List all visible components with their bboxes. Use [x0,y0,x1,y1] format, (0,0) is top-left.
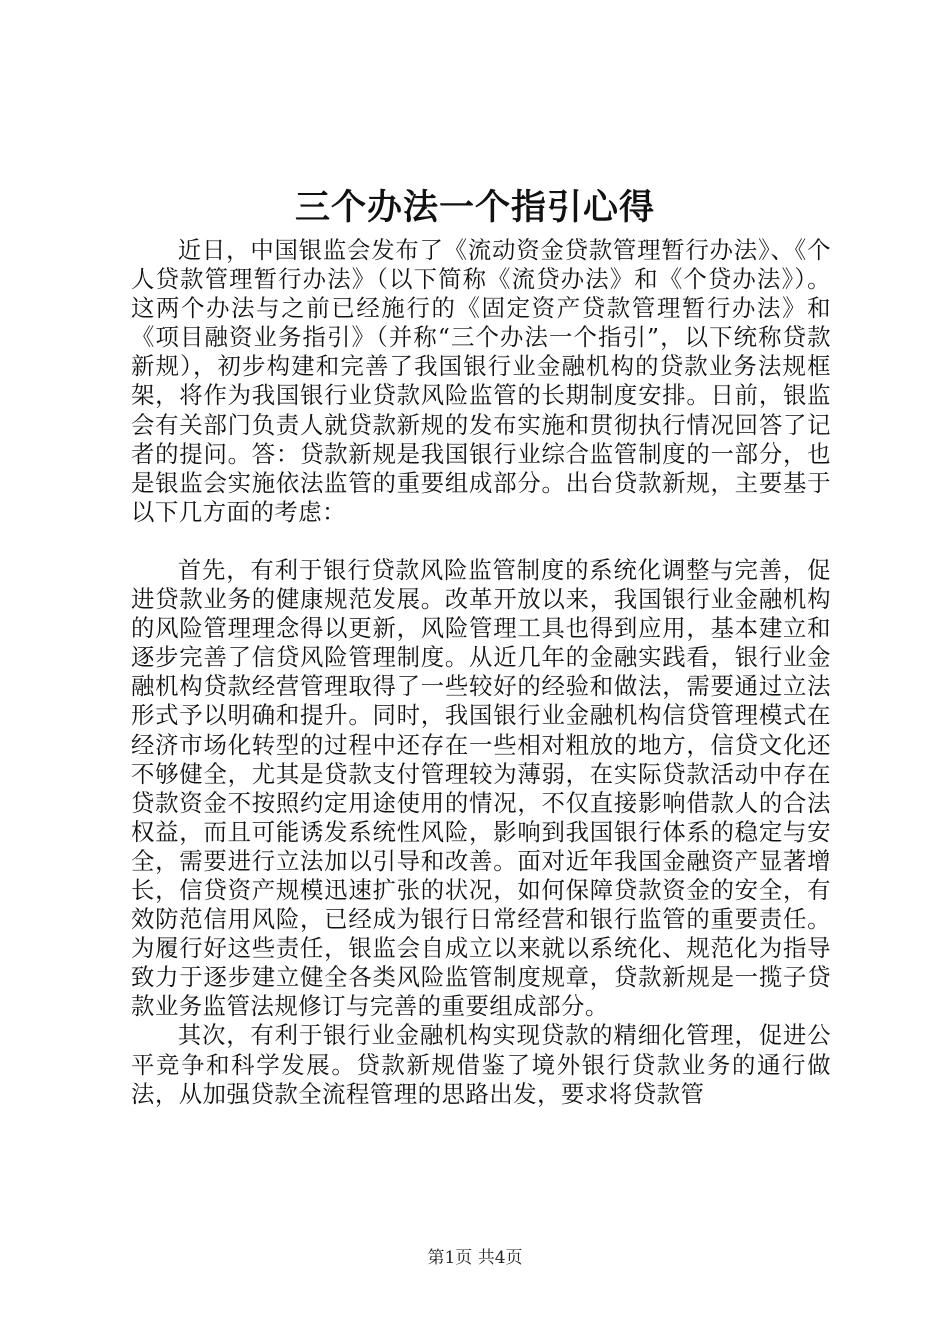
paragraph-spacer [131,527,831,556]
paragraph-intro: 近日，中国银监会发布了《流动资金贷款管理暂行办法》、《个人贷款管理暂行办法》（以下简称《流贷办法》和《个贷办法》）。这两个办法与之前已经施行的《固定资产贷款管理暂行办法》和《项目融资业务指引》（并称“三个办法一个指引”，以下统称贷款新规），初步构建和完善了我国银行业金融机构的贷款业务法规框架，将作为我国银行业贷款风险监管的长期制度安排。日前，银监会有关部门负责人就贷款新规的发布实施和贯彻执行情况回答了记者的提问。答：贷款新规是我国银行业综合监管制度的一部分，也是银监会实施依法监管的重要组成部分。出台贷款新规，主要基于以下几方面的考虑： [131,236,831,526]
paragraph-first-point: 首先，有利于银行贷款风险监管制度的系统化调整与完善，促进贷款业务的健康规范发展。改革开放以来，我国银行业金融机构的风险管理理念得以更新，风险管理工具也得到应用，基本建立和逐步完善了信贷风险管理制度。从近几年的金融实践看，银行业金融机构贷款经营管理取得了一些较好的经验和做法，需要通过立法形式予以明确和提升。同时，我国银行业金融机构信贷管理模式在经济市场化转型的过程中还存在一些相对粗放的地方，信贷文化还不够健全，尤其是贷款支付管理较为薄弱，在实际贷款活动中存在贷款资金不按照约定用途使用的情况，不仅直接影响借款人的合法权益，而且可能诱发系统性风险，影响到我国银行体系的稳定与安全，需要进行立法加以引导和改善。面对近年我国金融资产显著增长，信贷资产规模迅速扩张的状况，如何保障贷款资金的安全，有效防范信用风险，已经成为银行日常经营和银行监管的重要责任。为履行好这些责任，银监会自成立以来就以系统化、规范化为指导致力于逐步建立健全各类风险监管制度规章，贷款新规是一揽子贷款业务监管法规修订与完善的重要组成部分。 [131,555,831,1021]
document-body [131,236,831,1109]
page-number-footer: 第1页 共4页 [427,1248,523,1268]
document-title: 三个办法一个指引心得 [294,187,655,228]
paragraph-second-point: 其次，有利于银行业金融机构实现贷款的精细化管理，促进公平竞争和科学发展。贷款新规借鉴了境外银行贷款业务的通行做法，从加强贷款全流程管理的思路出发，要求将贷款管 [131,1021,831,1108]
